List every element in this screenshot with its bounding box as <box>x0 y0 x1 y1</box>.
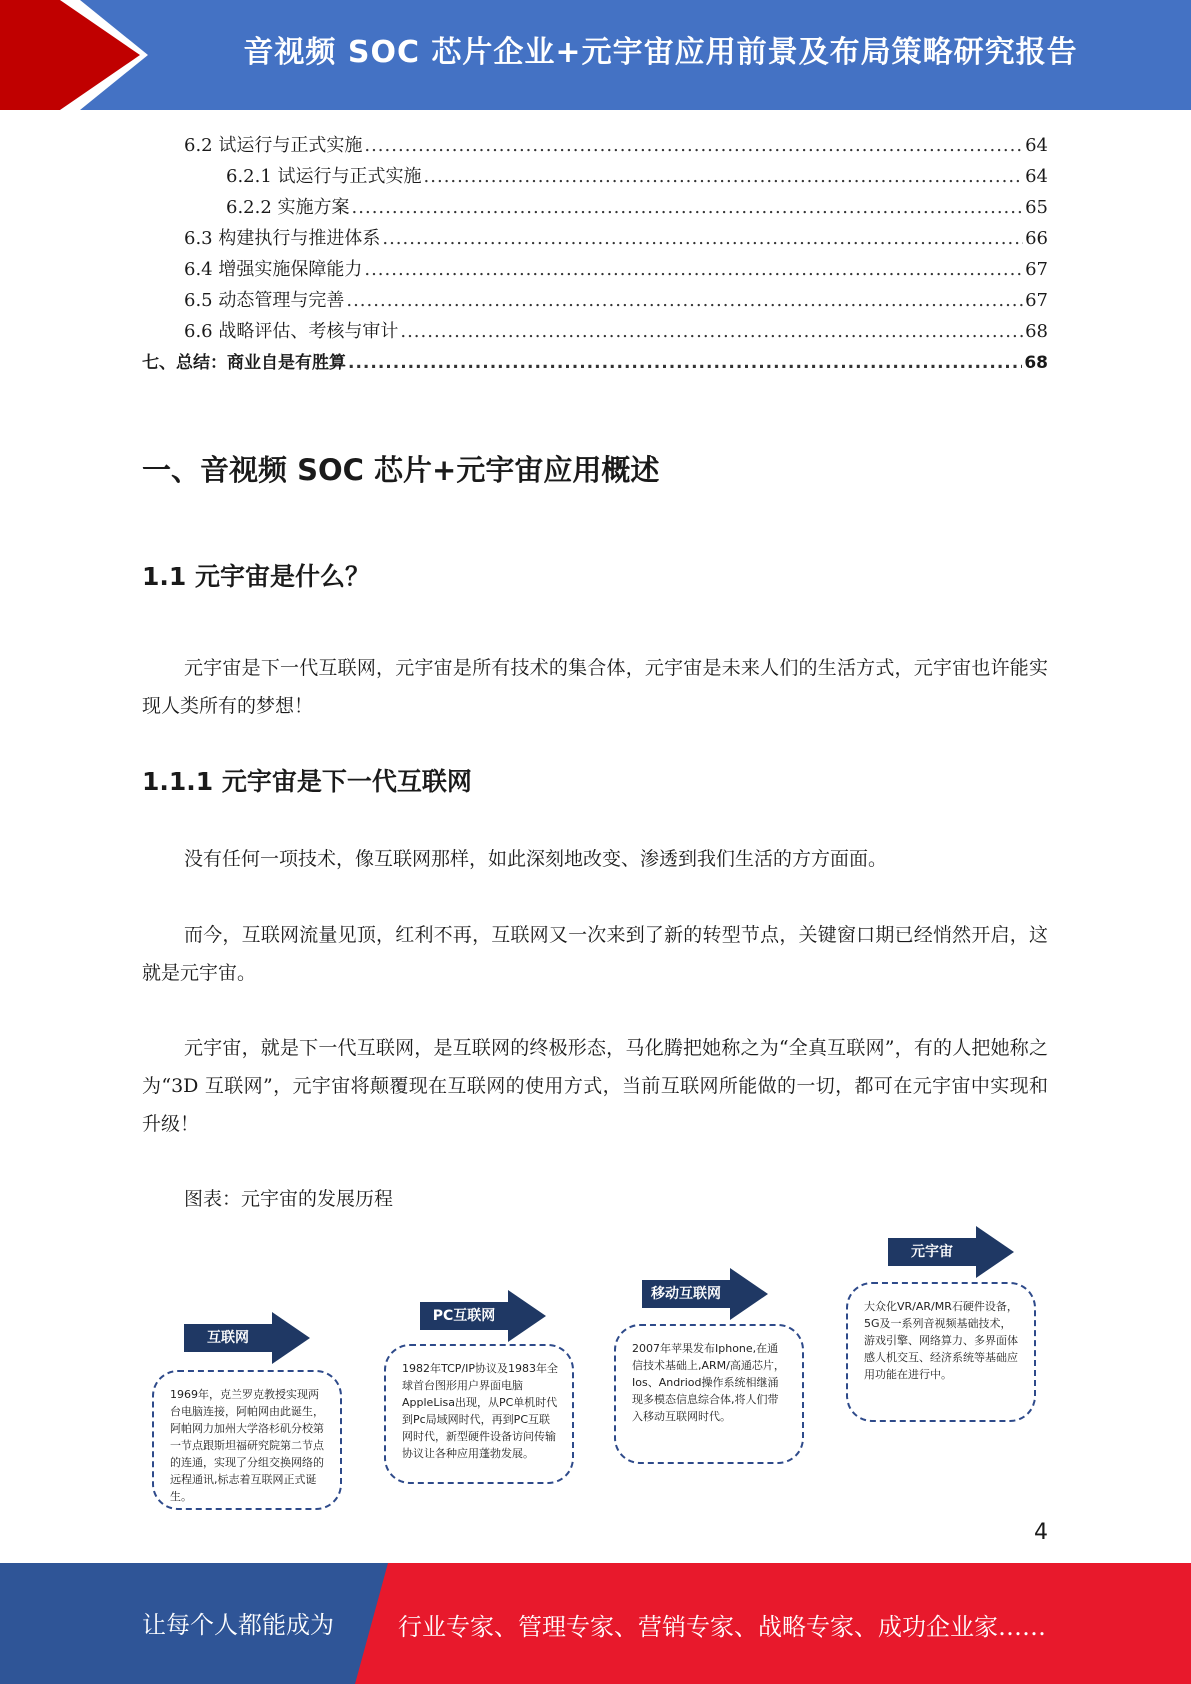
toc-entry-page: 67 <box>1025 259 1048 280</box>
toc-entry-page: 65 <box>1025 197 1048 218</box>
toc-entry[interactable] <box>142 255 1048 286</box>
toc-entry[interactable] <box>142 224 1048 255</box>
stage-title: 元宇宙 <box>911 1244 953 1260</box>
section-heading-1: 一、音视频 SOC 芯片+元宇宙应用概述 <box>142 453 660 487</box>
toc-entry[interactable] <box>142 131 1048 162</box>
paragraph: 元宇宙，就是下一代互联网，是互联网的终极形态，马化腾把她称之为“全真互联网”，有的人把她称之为“3D 互联网”，元宇宙将颠覆现在互联网的使用方式，当前互联网所能做的一切，都可在元宇宙中实现和升级！ <box>142 1037 1048 1135</box>
table-of-contents <box>142 131 1048 379</box>
toc-leader-dots <box>352 197 1024 218</box>
section-heading-1-1-1: 1.1.1 元宇宙是下一代互联网 <box>142 767 472 796</box>
toc-entry[interactable] <box>142 317 1048 348</box>
toc-entry-label: 6.2.2 实施方案 <box>226 197 350 218</box>
toc-entry-label: 6.3 构建执行与推进体系 <box>184 228 381 249</box>
toc-entry-page: 68 <box>1025 321 1048 342</box>
toc-entry-page: 64 <box>1025 135 1048 156</box>
toc-entry[interactable] <box>142 193 1048 224</box>
toc-leader-dots <box>400 321 1023 342</box>
stage-title: 移动互联网 <box>651 1286 721 1302</box>
toc-entry-label: 6.6 战略评估、考核与审计 <box>184 321 399 342</box>
toc-entry-label: 七、总结：商业自是有胜算 <box>142 353 346 373</box>
section-heading-1-1: 1.1 元宇宙是什么？ <box>142 562 370 591</box>
paragraph: 没有任何一项技术，像互联网那样，如此深刻地改变、渗透到我们生活的方方面面。 <box>184 848 888 870</box>
toc-entry-label: 6.4 增强实施保障能力 <box>184 259 363 280</box>
toc-entry[interactable] <box>142 286 1048 317</box>
toc-entry-page: 67 <box>1025 290 1048 311</box>
toc-entry-page: 68 <box>1024 353 1048 373</box>
toc-entry-page: 66 <box>1025 228 1048 249</box>
toc-leader-dots <box>424 166 1024 187</box>
stage-description-box: 1969年，克兰罗克教授实现两台电脑连接，阿帕网由此诞生，阿帕网力加州大学洛杉矶分校第一节点跟斯坦福研究院第二节点的连通，实现了分组交换网络的远程通讯,标志着互联网正式诞生。 <box>152 1370 342 1510</box>
toc-leader-dots <box>346 290 1023 311</box>
footer-slogan-right: 行业专家、管理专家、营销专家、战略专家、成功企业家…… <box>398 1613 1046 1641</box>
toc-entry[interactable] <box>142 162 1048 193</box>
paragraph: 而今，互联网流量见顶，红利不再，互联网又一次来到了新的转型节点，关键窗口期已经悄然开启，这就是元宇宙。 <box>142 924 1048 984</box>
report-title: 音视频 SOC 芯片企业+元宇宙应用前景及布局策略研究报告 <box>243 35 1078 70</box>
page-number: 4 <box>1034 1520 1048 1545</box>
stage-description-box: 大众化VR/AR/MR石硬件设备，5G及一系列音视频基础技术，游戏引擎、网络算力、多界面体感人机交互、经济系统等基础应用功能在进行中。 <box>846 1282 1036 1422</box>
footer-slogan-left: 让每个人都能成为 <box>142 1611 334 1639</box>
toc-leader-dots <box>364 135 1023 156</box>
toc-leader-dots <box>364 259 1023 280</box>
figure-caption: 图表：元宇宙的发展历程 <box>184 1188 394 1210</box>
stage-description-box: 2007年苹果发布Iphone,在通信技术基础上,ARM/高通芯片，Ios、Andriod操作系统相继涌现多模态信息综合体,将人们带入移动互联网时代。 <box>614 1324 804 1464</box>
metaverse-timeline-figure <box>140 1220 1060 1520</box>
stage-description-box: 1982年TCP/IP协议及1983年全球首台图形用户界面电脑AppleLisa出现，从PC单机时代到Pc局域网时代，再到PC互联网时代，新型硬件设备访问传输协议让各种应用蓬勃发展。 <box>384 1344 574 1484</box>
stage-title: 互联网 <box>207 1330 249 1346</box>
paragraph: 元宇宙是下一代互联网，元宇宙是所有技术的集合体，元宇宙是未来人们的生活方式，元宇宙也许能实现人类所有的梦想！ <box>142 657 1048 717</box>
page-header <box>0 0 1191 110</box>
toc-entry-label: 6.2 试运行与正式实施 <box>184 135 363 156</box>
stage-title: PC互联网 <box>432 1308 496 1324</box>
toc-leader-dots <box>348 353 1022 373</box>
toc-leader-dots <box>382 228 1023 249</box>
page-footer <box>0 1563 1191 1684</box>
toc-entry-page: 64 <box>1025 166 1048 187</box>
toc-entry-label: 6.5 动态管理与完善 <box>184 290 345 311</box>
toc-entry-chapter[interactable] <box>142 348 1048 379</box>
toc-entry-label: 6.2.1 试运行与正式实施 <box>226 166 422 187</box>
